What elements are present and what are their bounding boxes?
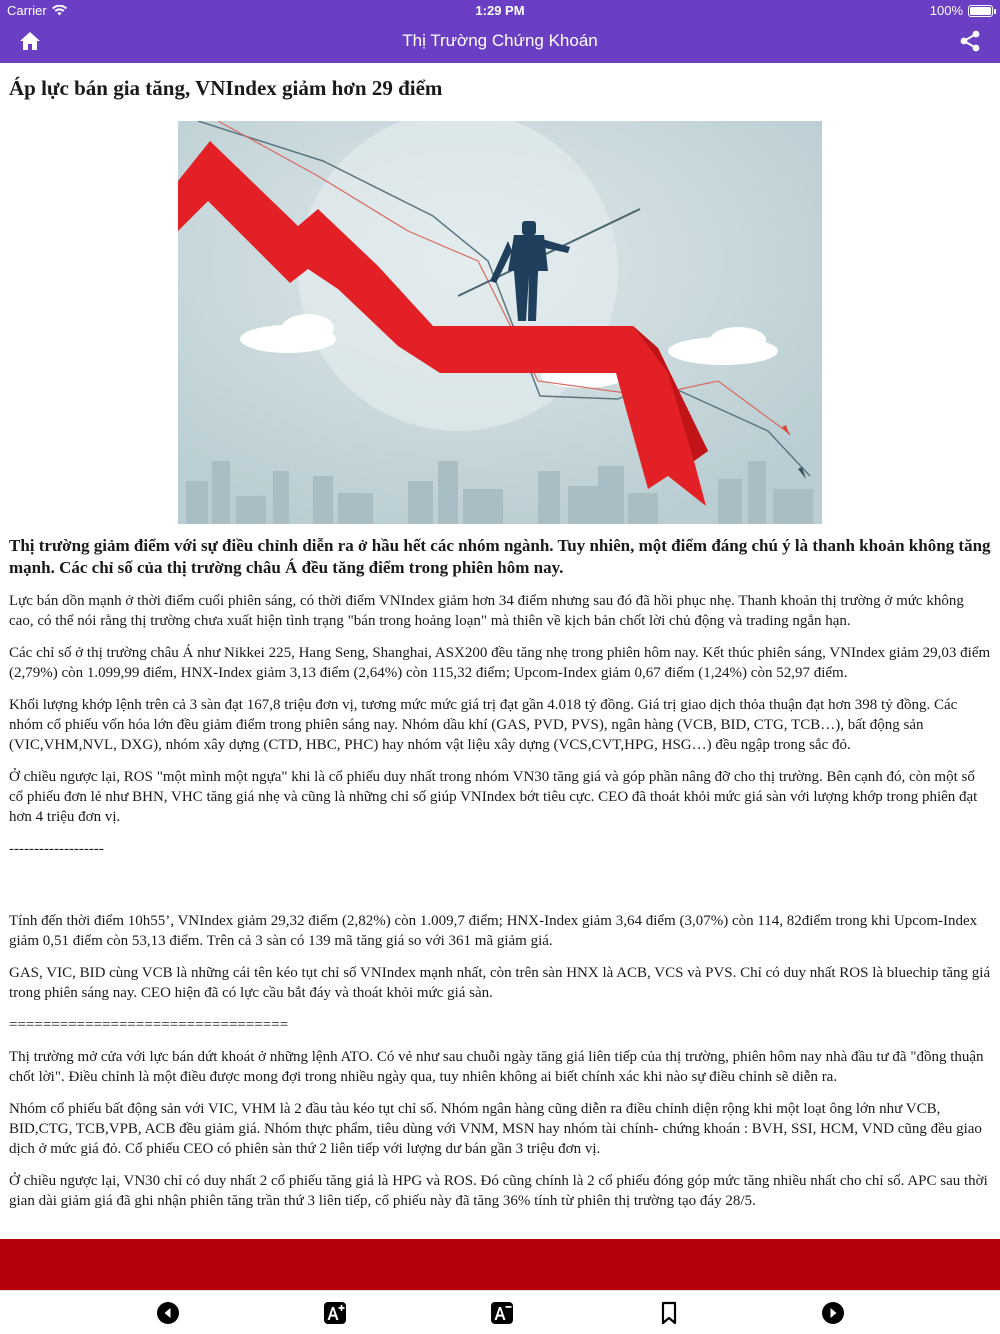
- status-time: 1:29 PM: [475, 3, 525, 18]
- article-paragraph: Ở chiều ngược lại, VN30 chỉ có duy nhất 2 cổ phiếu tăng giá là HPG và ROS. Đó cũng chính là 2 cổ phiếu đóng góp mức tăng nhiều nhất cho chỉ số. APC sau thời gian dài giảm giá đã ghi nhận phiên tăng trần thứ 3 liên tiếp, cổ phiếu này đã tăng 36% tính từ phiên thị trường tạo đáy 28/5.: [9, 1173, 988, 1209]
- article-paragraph: Khối lượng khớp lệnh trên cả 3 sàn đạt 167,8 triệu đơn vị, tương mức mức giá trị đạt gần 4.018 tỷ đồng. Giá trị giao dịch thỏa thuận đạt hơn 398 tỷ đồng. Các nhóm cổ phiếu vốn hóa lớn đều giảm điểm trong phiên sáng nay. Nhóm dầu khí (GAS, PVD, PVS), ngân hàng (VCB, BID, CTG, TCB…), bất động sản (VIC,VHM,NVL, DXG), nhóm xây dựng (CTD, HBC, PHC) hay nhóm vật liệu xây dựng (VCS,CVT,HPG, HSG…) đều ngập trong sắc đỏ.: [9, 697, 958, 753]
- article-paragraph: Tính đến thời điểm 10h55’, VNIndex giảm 29,32 điểm (2,82%) còn 1.009,7 điểm; HNX-Index giảm 3,64 điểm (3,07%) còn 114, 82điểm trong khi Upcom-Index giảm 0,51 điểm còn 53,13 điểm. Trên cả 3 sàn có 139 mã tăng giá so với 361 mã giảm giá.: [9, 913, 978, 949]
- carrier-label: Carrier: [7, 3, 47, 18]
- article-hero-image: [178, 121, 822, 524]
- battery-percent: 100%: [929, 3, 963, 18]
- article-paragraph: Nhóm cổ phiếu bất động sản với VIC, VHM là 2 đầu tàu kéo tụt chỉ số. Nhóm ngân hàng cũng diễn ra điều chỉnh diện rộng khi một loạt ông lớn như VCB, BID,CTG, TCB,VPB, ACB đều giảm giá. Nhóm thực phẩm, tiêu dùng với VNM, MSN hay nhóm tài chính- chứng khoán : BVH, SSI, HCM, VND cũng đều giao dịch ở mức giá đỏ. Cổ phiếu CEO có phiên sàn thứ 2 liên tiếp với lượng dư bán gần 3 triệu đơn vị.: [9, 1101, 982, 1157]
- previous-article-button[interactable]: [156, 1301, 180, 1325]
- bookmark-button[interactable]: [657, 1301, 681, 1325]
- article-paragraph: Thị trường mở cửa với lực bán dứt khoát ở những lệnh ATO. Có vẻ như sau chuỗi ngày tăng giá liên tiếp của thị trường, phiên hôm nay nhà đầu tư đã "đồng thuận chốt lời". Điều chỉnh là một điều được mong đợi trong nhiều ngày qua, tuy nhiên không ai biết chính xác khi nào sự điều chỉnh sẽ diễn ra.: [9, 1049, 984, 1085]
- share-icon: [958, 30, 982, 52]
- article-title: Áp lực bán gia tăng, VNIndex giảm hơn 29 điểm: [9, 76, 443, 100]
- bottom-toolbar: [0, 1290, 1000, 1334]
- article-paragraph: GAS, VIC, BID cùng VCB là những cái tên kéo tụt chỉ số VNIndex mạnh nhất, còn trên sàn HNX là ACB, VCS và PVS. Chỉ có duy nhất ROS là bluechip tăng giá trong phiên sáng nay. CEO hiện đã có lực cầu bắt đáy và thoát khỏi mức giá sàn.: [9, 965, 991, 1001]
- decrease-font-button[interactable]: [490, 1301, 514, 1325]
- previous-icon: [156, 1301, 180, 1325]
- increase-font-icon: [323, 1301, 347, 1325]
- status-bar: [0, 0, 1000, 22]
- next-article-button[interactable]: [821, 1301, 845, 1325]
- article-content: [0, 63, 1000, 1239]
- next-icon: [821, 1301, 845, 1325]
- article-paragraph: Các chỉ số ở thị trường châu Á như Nikkei 225, Hang Seng, Shanghai, ASX200 đều tăng nhẹ trong phiên hôm nay. Kết thúc phiên sáng, VNIndex giảm 29,03 điểm (2,79%) còn 1.099,99 điểm, HNX-Index giảm 3,13 điểm (2,64%) còn 115,32 điểm; Upcom-Index giảm 0,67 điểm (1,24%) còn 52,97 điểm.: [9, 645, 991, 681]
- page-title: Thị Trường Chứng Khoán: [402, 31, 598, 50]
- section-divider: -------------------: [9, 841, 104, 857]
- share-button[interactable]: [958, 30, 982, 52]
- battery-icon: [968, 5, 993, 17]
- article-lead: Thị trường giảm điểm với sự điều chỉnh diễn ra ở hầu hết các nhóm ngành. Tuy nhiên, một điểm đáng chú ý là thanh khoản không tăng mạnh. Các chỉ số của thị trường châu Á đều tăng điểm trong phiên hôm nay.: [9, 536, 991, 577]
- decrease-font-icon: [490, 1301, 514, 1325]
- app-header: [0, 0, 1000, 63]
- bookmark-icon: [657, 1301, 681, 1325]
- article-paragraph: Lực bán dồn mạnh ở thời điểm cuối phiên sáng, có thời điểm VNIndex giảm hơn 34 điểm nhưng sau đó đã hồi phục nhẹ. Thanh khoản thị trường ở mức không cao, có thể nói rằng thị trường chưa xuất hiện tình trạng "bán trong hoảng loạn" mà thiên về kịch bản chốt lời chủ động và trading ngắn hạn.: [9, 593, 964, 629]
- article-paragraph: Ở chiều ngược lại, ROS "một mình một ngựa" khi là cổ phiếu duy nhất trong nhóm VN30 tăng giá và góp phần nâng đỡ cho thị trường. Bên cạnh đó, còn một số cổ phiếu đơn lẻ như BHN, VHC tăng giá nhẹ và cũng là những chỉ số giúp VNIndex bớt tiêu cực. CEO đã thoát khỏi mức giá sàn với lượng khớp trong phiên đạt hơn 4 triệu đơn vị.: [9, 769, 978, 825]
- spacer: [9, 859, 991, 899]
- section-divider: =================================: [9, 1017, 289, 1033]
- increase-font-button[interactable]: [323, 1301, 347, 1325]
- ad-banner[interactable]: [0, 1239, 1000, 1290]
